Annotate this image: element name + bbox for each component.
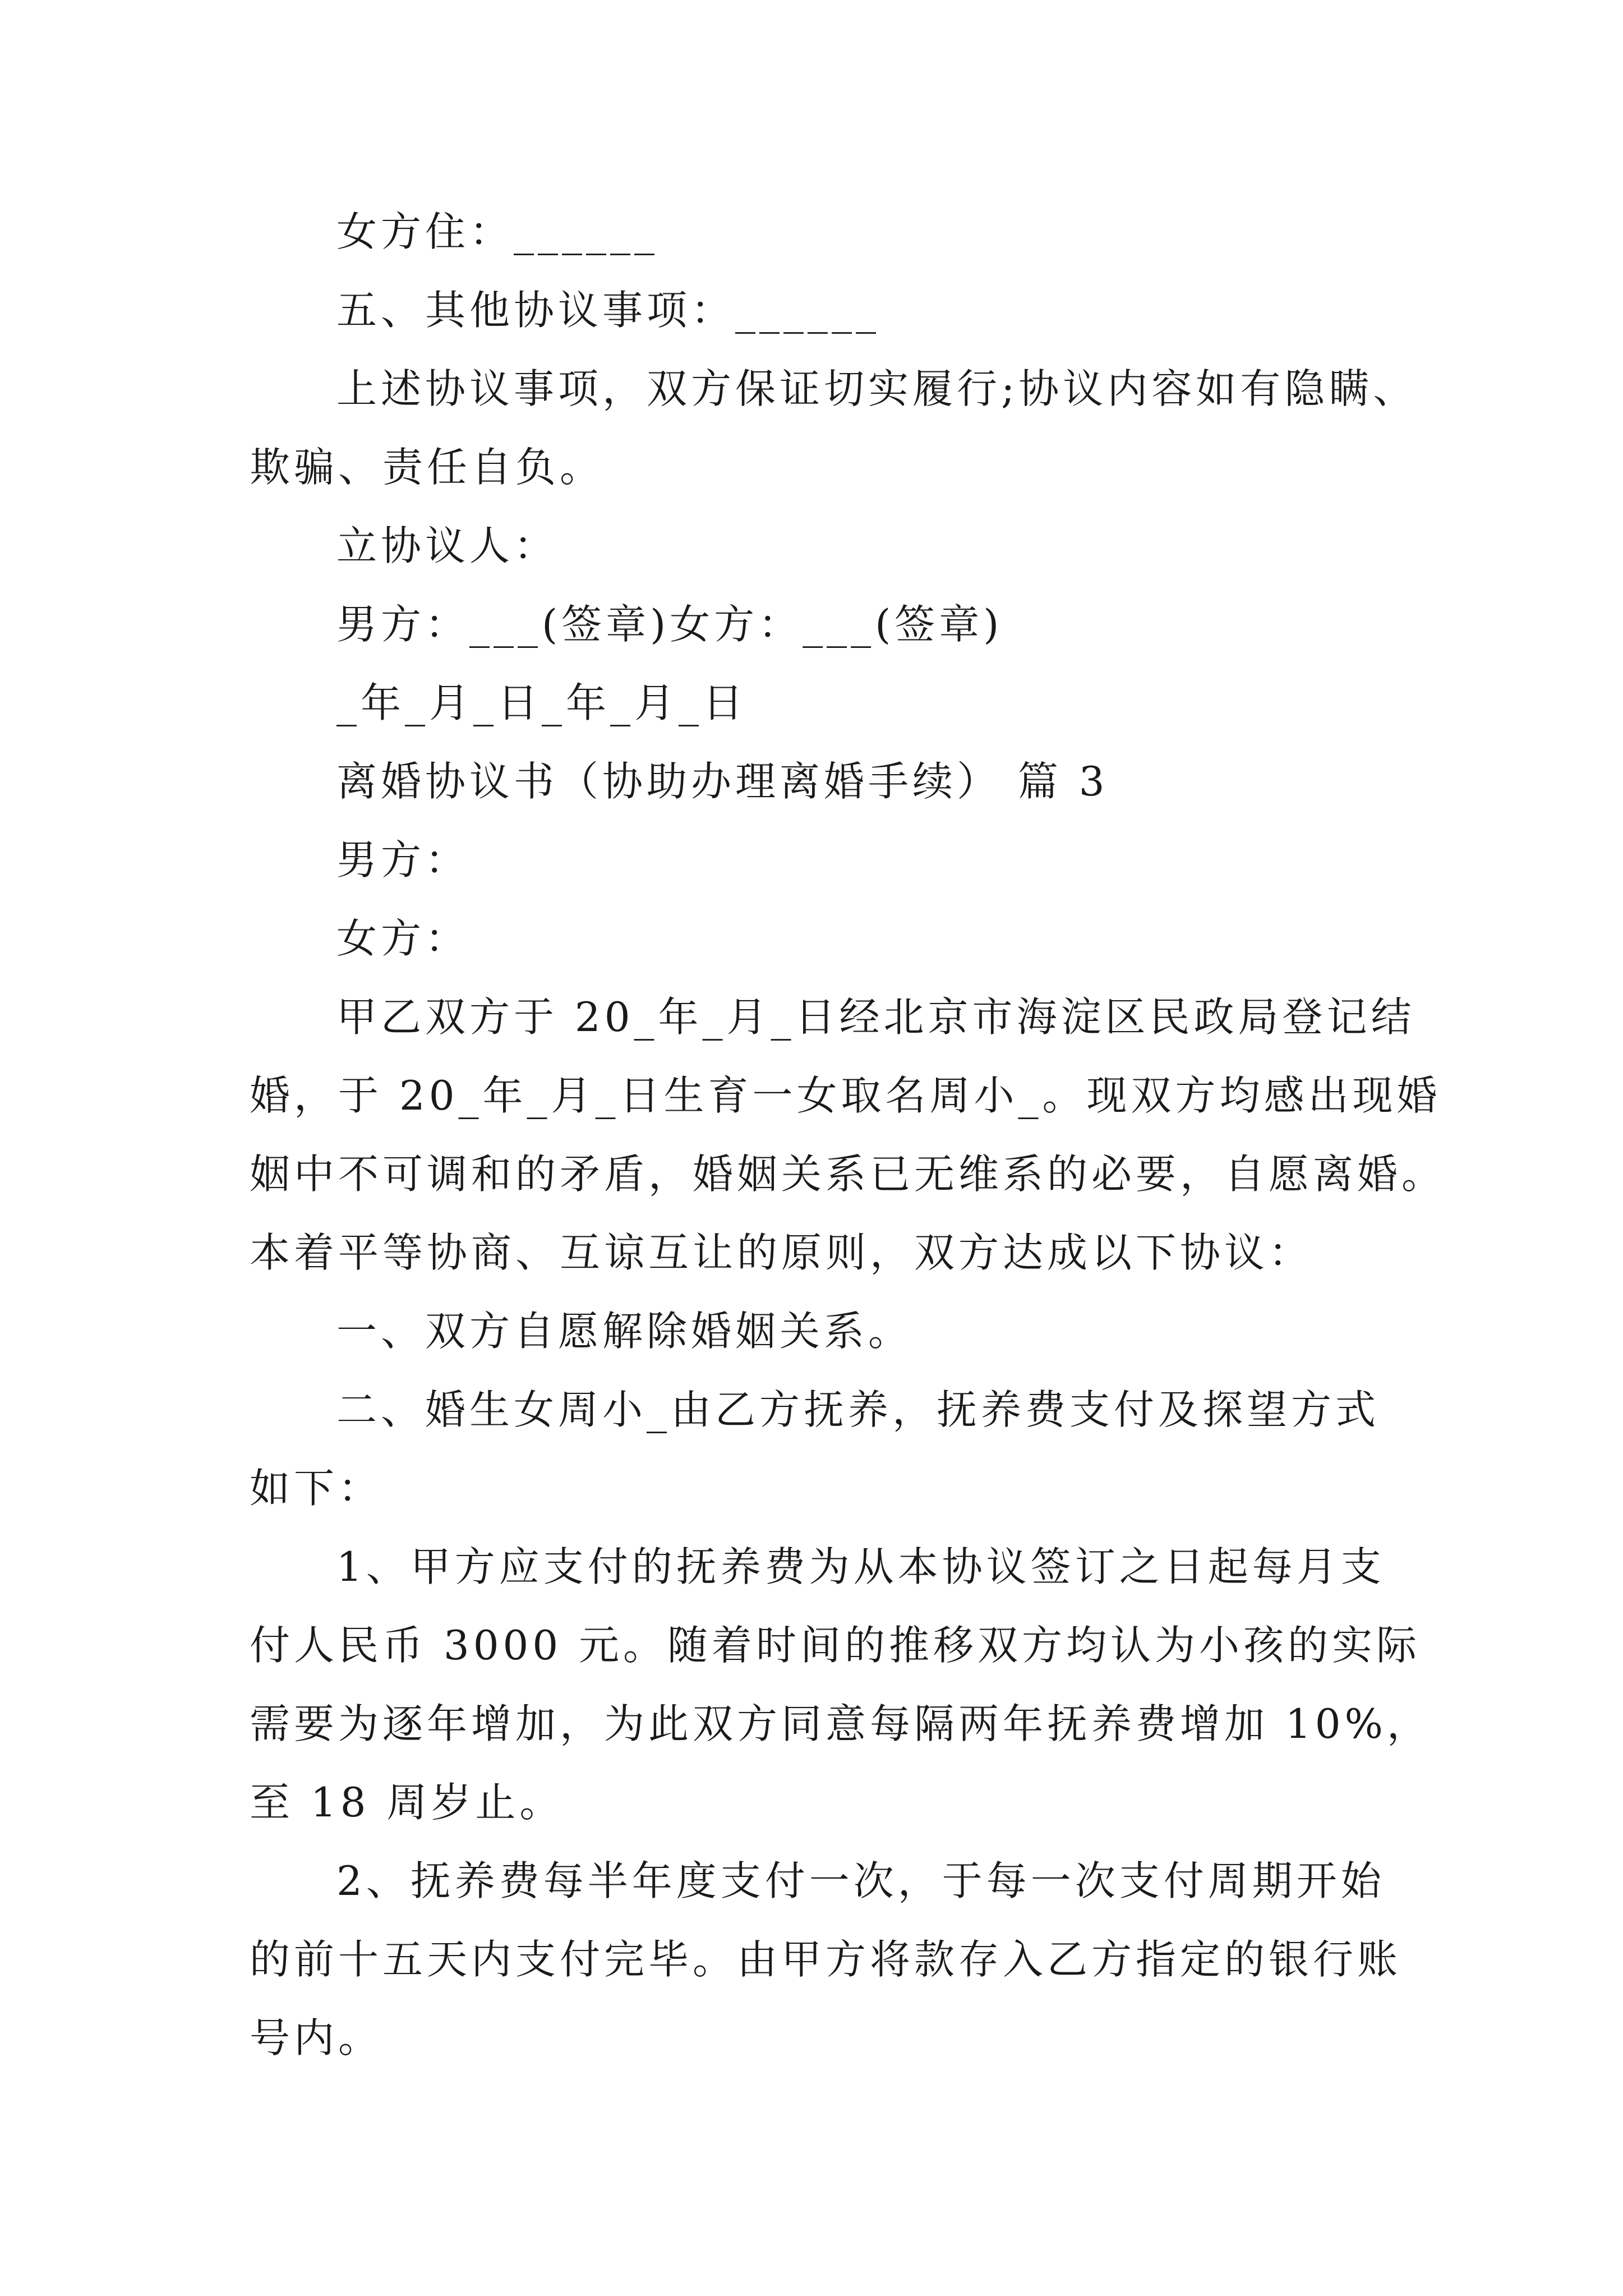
line-signatures: 男方：___(签章)女方：___(签章) xyxy=(336,601,1003,648)
clause-1: 一、双方自愿解除婚姻关系。 xyxy=(336,1308,913,1355)
item-2-line-3: 号内。 xyxy=(250,2014,383,2062)
line-dates: _年_月_日_年_月_日 xyxy=(336,679,748,726)
item-1-line-2: 付人民币 3000 元。随着时间的推移双方均认为小孩的实际 xyxy=(250,1622,1421,1669)
clause-2-line-1: 二、婚生女周小_由乙方抚养，抚养费支付及探望方式 xyxy=(336,1386,1380,1433)
line-performance-1: 上述协议事项，双方保证切实履行;协议内容如有隐瞒、 xyxy=(336,365,1418,412)
item-1-line-1: 1、甲方应支付的抚养费为从本协议签订之日起每月支 xyxy=(336,1543,1385,1590)
line-male: 男方： xyxy=(336,836,470,884)
line-marriage-1: 甲乙双方于 20_年_月_日经北京市海淀区民政局登记结 xyxy=(336,993,1415,1041)
item-2-line-2: 的前十五天内支付完毕。由甲方将款存入乙方指定的银行账 xyxy=(250,1936,1402,1983)
line-female-address: 女方住：______ xyxy=(336,208,659,255)
item-1-line-4: 至 18 周岁止。 xyxy=(250,1779,564,1826)
line-performance-2: 欺骗、责任自负。 xyxy=(250,444,605,491)
line-marriage-4: 本着平等协商、互谅互让的原则，双方达成以下协议： xyxy=(250,1229,1313,1276)
item-1-line-3: 需要为逐年增加，为此双方同意每隔两年抚养费增加 10%， xyxy=(250,1700,1431,1747)
clause-2-line-2: 如下： xyxy=(250,1465,383,1512)
item-2-line-1: 2、抚养费每半年度支付一次，于每一次支付周期开始 xyxy=(336,1857,1385,1904)
line-marriage-2: 婚，于 20_年_月_日生育一女取名周小_。现双方均感出现婚 xyxy=(250,1072,1441,1119)
section-title: 离婚协议书（协助办理离婚手续） 篇 3 xyxy=(336,758,1109,805)
line-other-matters: 五、其他协议事项：______ xyxy=(336,287,880,334)
line-marriage-3: 姻中不可调和的矛盾，婚姻关系已无维系的必要，自愿离婚。 xyxy=(250,1151,1446,1198)
line-signatories: 立协议人： xyxy=(336,522,559,569)
line-female: 女方： xyxy=(336,915,470,962)
